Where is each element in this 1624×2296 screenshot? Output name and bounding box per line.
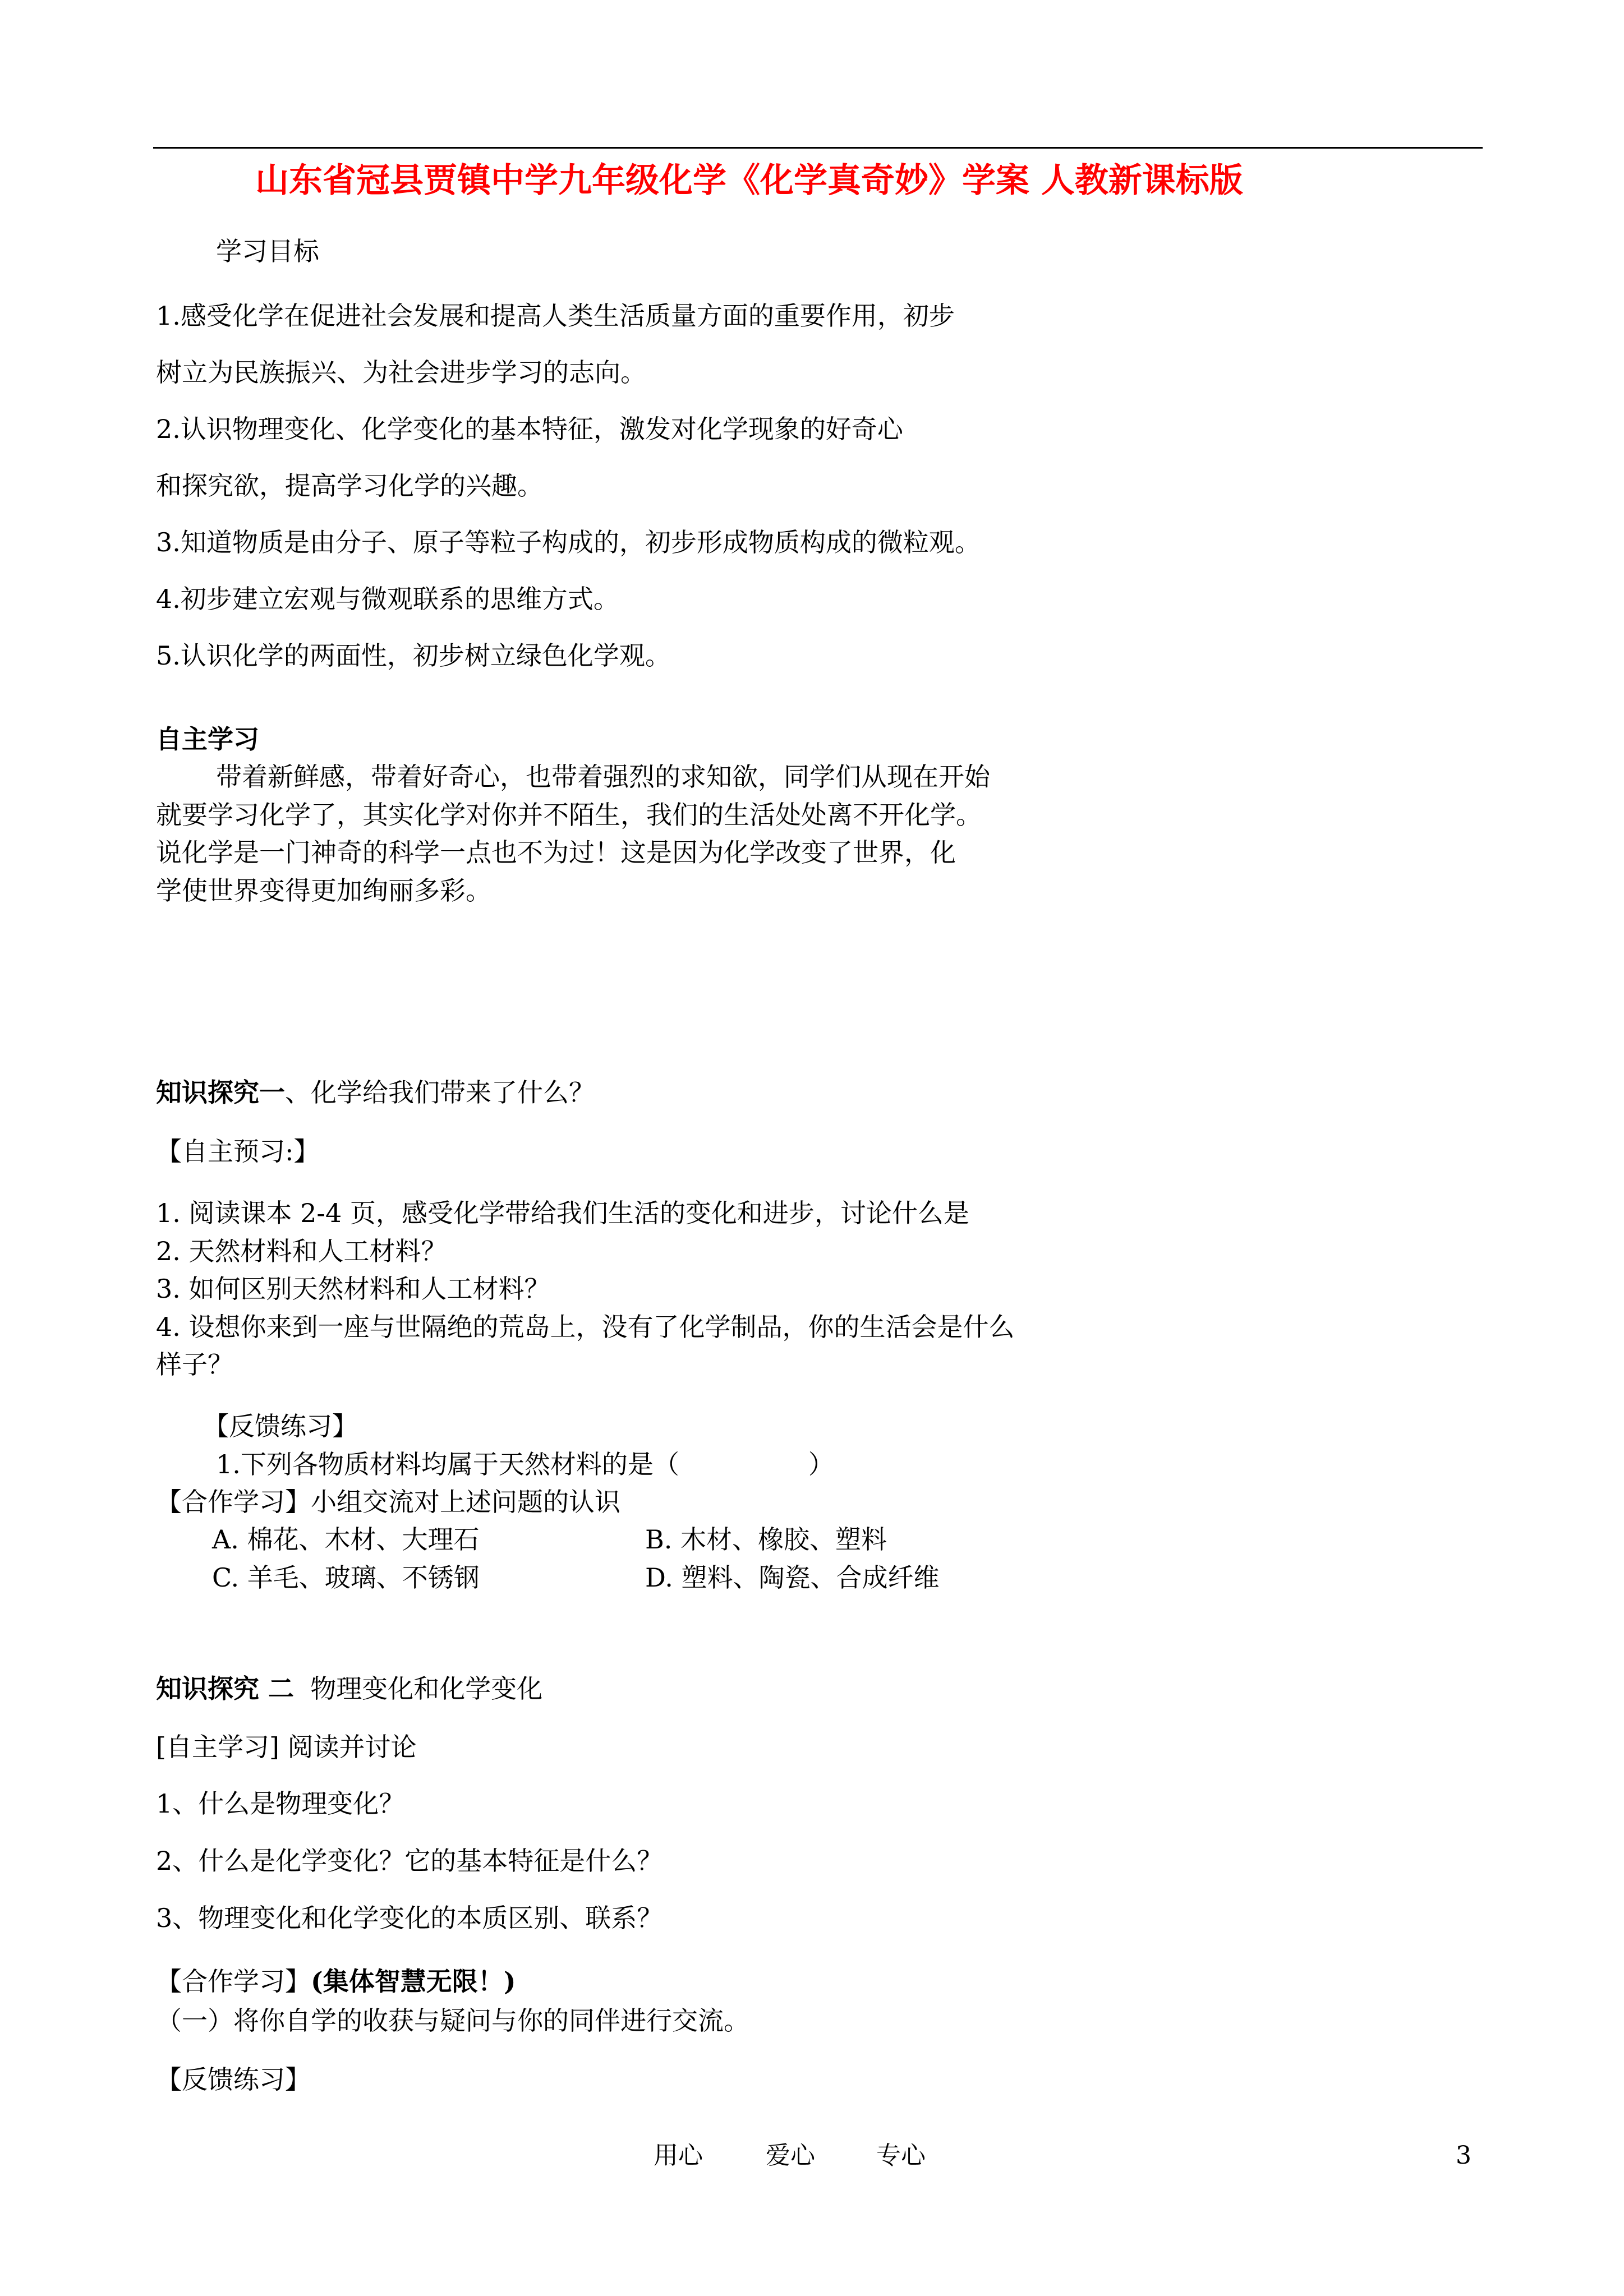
preview-item: 样子？ (156, 1349, 233, 1380)
question-item: 3、物理变化和化学变化的本质区别、联系？ (156, 1903, 663, 1933)
section2-heading (156, 1673, 543, 1704)
coop-label: 【合作学习】小组交流对上述问题的认识 (156, 1487, 620, 1517)
preview-item: 1. 阅读课本 2-4 页，感受化学带给我们生活的变化和进步，讨论什么是 (156, 1198, 969, 1228)
question-item: 1、什么是物理变化？ (156, 1788, 405, 1819)
feedback-label: 【反馈练习】 (203, 1411, 358, 1441)
objective-line: 2.认识物理变化、化学变化的基本特征，激发对化学现象的好奇心 (156, 414, 903, 444)
section2-coop-label: 【合作学习】 (156, 1966, 311, 1997)
preview-item: 4. 设想你来到一座与世隔绝的荒岛上，没有了化学制品，你的生活会是什么 (156, 1312, 1015, 1342)
document-title: 山东省冠县贾镇中学九年级化学《化学真奇妙》学案 人教新课标版 (255, 161, 1243, 200)
page-number: 3 (1456, 2141, 1471, 2170)
section2-coop-bold: (集体智慧无限！) (311, 1966, 516, 1997)
objective-line: 5.认识化学的两面性，初步树立绿色化学观。 (156, 640, 671, 671)
preview-label: 【自主预习:】 (156, 1136, 320, 1167)
self-study-line: 说化学是一门神奇的科学一点也不为过！这是因为化学改变了世界，化 (156, 837, 956, 868)
option-d: D. 塑料、陶瓷、合成纤维 (645, 1562, 940, 1593)
section2-feedback-label: 【反馈练习】 (156, 2064, 311, 2095)
objective-line: 树立为民族振兴、为社会进步学习的志向。 (156, 357, 646, 388)
preview-item: 3. 如何区别天然材料和人工材料？ (156, 1274, 550, 1304)
self-study-line: 就要学习化学了，其实化学对你并不陌生，我们的生活处处离不开化学。 (156, 800, 982, 830)
question: 1.下列各物质材料均属于天然材料的是（ ） (216, 1449, 834, 1479)
preview-item: 2. 天然材料和人工材料？ (156, 1236, 447, 1266)
objectives-heading: 学习目标 (216, 236, 319, 266)
option-c: C. 羊毛、玻璃、不锈钢 (212, 1562, 480, 1593)
objective-line: 3.知道物质是由分子、原子等粒子构成的，初步形成物质构成的微粒观。 (156, 527, 981, 557)
self-study-heading: 自主学习 (156, 724, 259, 754)
exchange-line: （一）将你自学的收获与疑问与你的同伴进行交流。 (156, 2005, 749, 2036)
section2-study-label: [自主学习] 阅读并讨论 (156, 1732, 417, 1762)
option-a: A. 棉花、木材、大理石 (212, 1524, 480, 1555)
self-study-line: 学使世界变得更加绚丽多彩。 (156, 875, 491, 906)
section2-heading-rest: 物理变化和化学变化 (294, 1673, 543, 1704)
section2-coop (156, 1966, 516, 1997)
footer-motto: 爱心 (766, 2141, 815, 2170)
objective-line: 和探究欲，提高学习化学的兴趣。 (156, 471, 543, 501)
footer-motto: 用心 (654, 2141, 703, 2170)
objective-line: 1.感受化学在促进社会发展和提高人类生活质量方面的重要作用，初步 (156, 301, 955, 331)
section1-heading-rest: 、化学给我们带来了什么？ (285, 1077, 595, 1108)
question-item: 2、什么是化学变化？它的基本特征是什么？ (156, 1846, 663, 1876)
self-study-line: 带着新鲜感，带着好奇心，也带着强烈的求知欲，同学们从现在开始 (216, 762, 990, 792)
section2-heading-bold: 知识探究 二 (156, 1673, 295, 1704)
section1-heading (156, 1077, 595, 1108)
objective-line: 4.初步建立宏观与微观联系的思维方式。 (156, 584, 619, 614)
option-b: B. 木材、橡胶、塑料 (645, 1524, 887, 1555)
header-rule (153, 147, 1483, 149)
section1-heading-bold: 知识探究一 (156, 1077, 285, 1108)
footer-motto: 专心 (876, 2141, 926, 2170)
